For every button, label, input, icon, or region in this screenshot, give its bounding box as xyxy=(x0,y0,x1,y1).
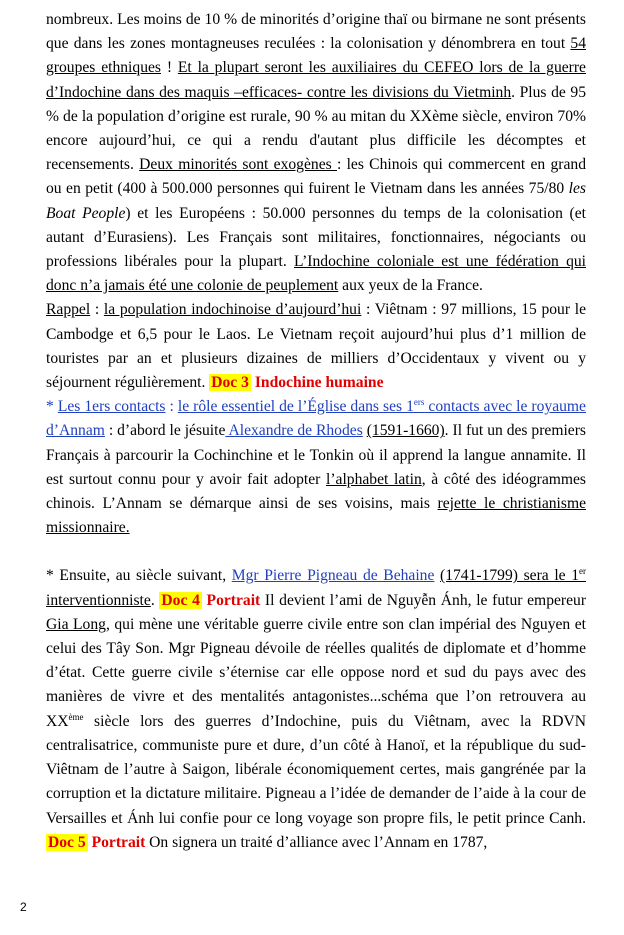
text: ! xyxy=(160,59,178,77)
text: , qui mène une véritable guerre civile entre son clan impérial des Nguyen et celui des Tây Son. Mgr Pigneau dévoile de réelles qualités de diplomate et d’homme d’état. Cette guerre civile s’éternise car elle oppose nord et sud du pays avec des manières de vivre et des mentalités antagonistes...schéma que l’on retrouvera au XX xyxy=(46,615,586,730)
alexandre-de-rhodes-link[interactable]: Alexandre de Rhodes xyxy=(225,422,363,440)
pigneau-de-behaine-link[interactable]: Mgr Pierre Pigneau de Behaine xyxy=(231,567,435,585)
text: : xyxy=(165,398,178,416)
link-text: contacts avec le royaume d’Annam xyxy=(46,398,586,440)
text: Il devient l’ami de Nguyễn Ánh, le futur empereur xyxy=(260,591,587,609)
underlined-text: Et la plupart seront les auxiliaires du CEFEO lors de la guerre d’Indochine dans des maquis –efficaces- contre les divisions du Vietminh xyxy=(46,59,586,101)
underlined-text: Gia Long xyxy=(46,615,106,633)
doc-3-title: Indochine humaine xyxy=(250,374,384,392)
text: : les Chinois qui commercent en grand ou en petit (400 à 500.000 personnes qui fuirent le Vietnam dans les années 75/80 xyxy=(46,156,586,198)
text: (1741-1799) sera le 1 xyxy=(440,567,579,585)
text: nombreux. Les moins de 10 % de minorités d’origine thaï ou birmane ne sont présents que dans les zones montagneuses reculées : la colonisation y dénombrera en tout xyxy=(46,11,586,53)
italic-text: les Boat People xyxy=(46,180,586,222)
first-contacts-link[interactable]: Les 1ers contacts xyxy=(57,398,166,416)
underlined-text: l’alphabet latin xyxy=(326,470,422,488)
underlined-text: Rappel xyxy=(46,301,91,319)
doc-5-title: Portrait xyxy=(87,833,146,851)
text: interventionniste xyxy=(46,591,151,609)
text: : xyxy=(90,301,104,319)
doc-3-label: Doc 3 xyxy=(211,374,249,392)
underlined-text: 54 groupes ethniques xyxy=(46,35,586,77)
text: : Viêtnam : 97 millions, 15 pour le Cambodge et 6,5 pour le Laos. Le Vietnam reçoit aujourd’hui plus d’1 million de touristes par an et plusieurs dizaines de milliers d’Occidentaux y vivent ou y séjournent régulièrement. xyxy=(46,301,586,392)
paragraph-population-reminder xyxy=(46,298,586,395)
doc-4-label: Doc 4 xyxy=(161,591,200,609)
link-text: le rôle essentiel de l’Église dans ses 1 xyxy=(177,398,414,416)
underlined-text: (1591-1660) xyxy=(366,422,445,440)
paragraph-first-contacts xyxy=(46,395,586,540)
text: * Ensuite, au siècle suivant, xyxy=(46,567,232,585)
underlined-text: L’Indochine coloniale est une fédération qui donc n’a jamais été une colonie de peuplement xyxy=(46,253,586,295)
superscript: ers xyxy=(413,397,425,408)
document-body xyxy=(46,8,586,855)
text: siècle lors des guerres d’Indochine, puis du Viêtnam, avec la RDVN centralisatrice, communiste pure et dure, d’un côté à Hanoï, et la république du sud-Viêtnam de l’autre à Saigon, libérale économiquement certes, mais gangrénée par la corruption et la dictature militaire. Pigneau a l’idée de demander de l’aide à la cour de Versailles et Ánh lui confie pour ce long voyage son propre fils, le petit prince Canh. xyxy=(46,712,586,827)
paragraph-gap xyxy=(46,540,586,564)
text: aux yeux de la France. xyxy=(338,277,483,295)
underlined-text: Deux minorités sont exogènes xyxy=(139,156,337,174)
text: . Plus de 95 % de la population d’origine est rurale, 90 % au mitan du XXème siècle, environ 70% encore aujourd’hui, ce qui a rendu d'autant plus difficile les décomptes et recensements. xyxy=(46,83,586,174)
paragraph-pigneau xyxy=(46,564,586,854)
text: On signera un traité d’alliance avec l’Annam en 1787, xyxy=(145,833,488,851)
text: : d’abord le jésuite xyxy=(104,422,226,440)
text: ) et les Européens : 50.000 personnes du temps de la colonisation (et autant d’Eurasiens). Les Français sont militaires, fonctionnaires, négociants ou professions libérales pour la plupart. xyxy=(46,204,586,271)
underlined-text: la population indochinoise d’aujourd’hui xyxy=(103,301,362,319)
text: . xyxy=(150,591,160,609)
doc-4-title: Portrait xyxy=(201,591,261,609)
bullet-star: * xyxy=(46,398,58,416)
superscript: er xyxy=(579,566,586,577)
paragraph-ethnic-minorities xyxy=(46,8,586,298)
underlined-text: rejette le christianisme missionnaire. xyxy=(46,495,586,537)
page-number: 2 xyxy=(20,900,27,914)
doc-5-label: Doc 5 xyxy=(48,833,86,851)
text: , à côté des idéogrammes chinois. L’Annam se démarque ainsi de ses voisins, mais xyxy=(46,470,586,513)
text: . Il fut un des premiers Français à parcourir la Cochinchine et le Tonkin où il apprend la langue annamite. Il est surtout connu pour y avoir fait adopter xyxy=(46,422,586,488)
superscript: ème xyxy=(68,711,84,722)
